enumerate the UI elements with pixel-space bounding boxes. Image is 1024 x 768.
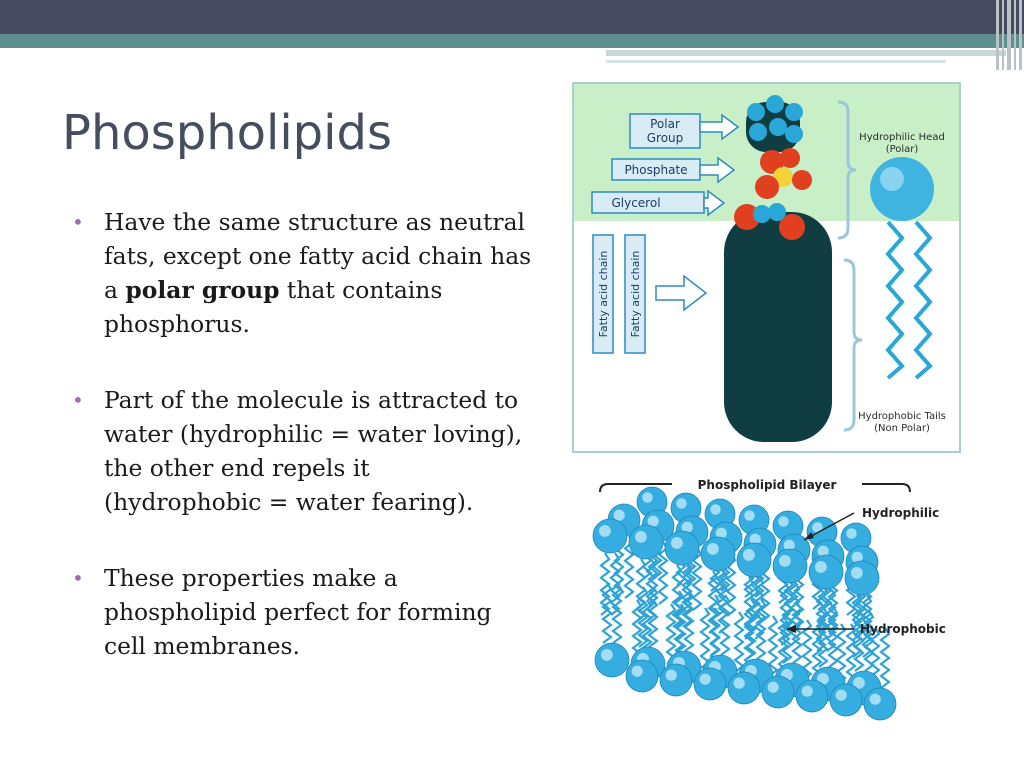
lipid-head — [762, 676, 794, 708]
lipid-head — [665, 531, 699, 565]
fatty-acid-chain-label-1 — [593, 235, 613, 353]
header-accent-stripe — [606, 50, 1006, 56]
phospholipid-structure-diagram — [572, 82, 961, 453]
lipid-head — [796, 680, 828, 712]
hydrophilic-label: Hydrophilic — [862, 506, 940, 520]
svg-text:Group: Group — [646, 131, 684, 145]
bullet-item — [72, 561, 532, 663]
bullet-bold-text: polar group — [125, 276, 280, 304]
svg-text:Fatty acid chain: Fatty acid chain — [629, 250, 642, 338]
polar-group-label — [630, 114, 700, 148]
fatty-acid-chain-label-2 — [625, 235, 645, 353]
header-teal-band — [0, 34, 1024, 48]
svg-text:Phosphate: Phosphate — [624, 163, 688, 177]
lipid-head — [728, 672, 760, 704]
lipid-head — [629, 525, 663, 559]
hydrophobic-tails-sublabel: (Non Polar) — [874, 423, 930, 434]
header-accent-stripe-thin — [606, 60, 946, 63]
slide-title: Phospholipids — [62, 105, 392, 161]
bullet-list — [72, 205, 532, 705]
hydrophobic-tails-label: Hydrophobic Tails — [858, 411, 946, 422]
bullet-text: Have the same structure as neutral fats, except one fatty acid chain has a — [104, 208, 532, 304]
phospholipid-bilayer-diagram — [592, 468, 988, 732]
lipid-tail — [735, 612, 743, 672]
svg-text:Fatty acid chain: Fatty acid chain — [597, 250, 610, 338]
lipid-head — [694, 668, 726, 700]
lipid-head — [626, 660, 658, 692]
lipid-head — [773, 549, 807, 583]
lipid-head — [660, 664, 692, 696]
bilayer-heads-bottom — [595, 643, 896, 720]
bullet-text: These properties make a phospholipid perfect for forming cell membranes. — [104, 564, 492, 660]
lipid-head — [845, 561, 879, 595]
phosphate-label — [612, 159, 700, 180]
bullet-marker: • — [72, 566, 84, 590]
bullet-marker: • — [72, 388, 84, 412]
hydrophilic-head-sublabel: (Polar) — [885, 144, 919, 155]
bullet-text: that contains phosphorus. — [104, 276, 443, 338]
glycerol-label — [592, 192, 704, 213]
lipid-head — [809, 555, 843, 589]
hydrophilic-head-label: Hydrophilic Head — [859, 132, 945, 143]
bilayer-heads-top — [593, 487, 879, 595]
lipid-tail — [701, 608, 709, 668]
lipid-head — [701, 537, 735, 571]
head-sphere — [870, 157, 934, 221]
bilayer-title: Phospholipid Bilayer — [697, 478, 837, 492]
lipid-head — [830, 684, 862, 716]
header-dark-band — [0, 0, 1024, 34]
lipid-head — [737, 543, 771, 577]
bullet-item — [72, 383, 532, 519]
header-right-bars — [994, 0, 1024, 70]
svg-text:Polar: Polar — [650, 117, 680, 131]
bullet-marker: • — [72, 210, 84, 234]
bullet-item — [72, 205, 532, 341]
lipid-head — [864, 688, 896, 720]
lipid-tail — [881, 628, 889, 688]
hydrophobic-label: Hydrophobic — [860, 622, 946, 636]
svg-text:Glycerol: Glycerol — [611, 196, 661, 210]
bullet-text: Part of the molecule is attracted to water (hydrophilic = water loving), the other end repels it (hydrophobic = water fearing). — [104, 386, 523, 516]
lipid-head — [593, 519, 627, 553]
lipid-head — [595, 643, 629, 677]
